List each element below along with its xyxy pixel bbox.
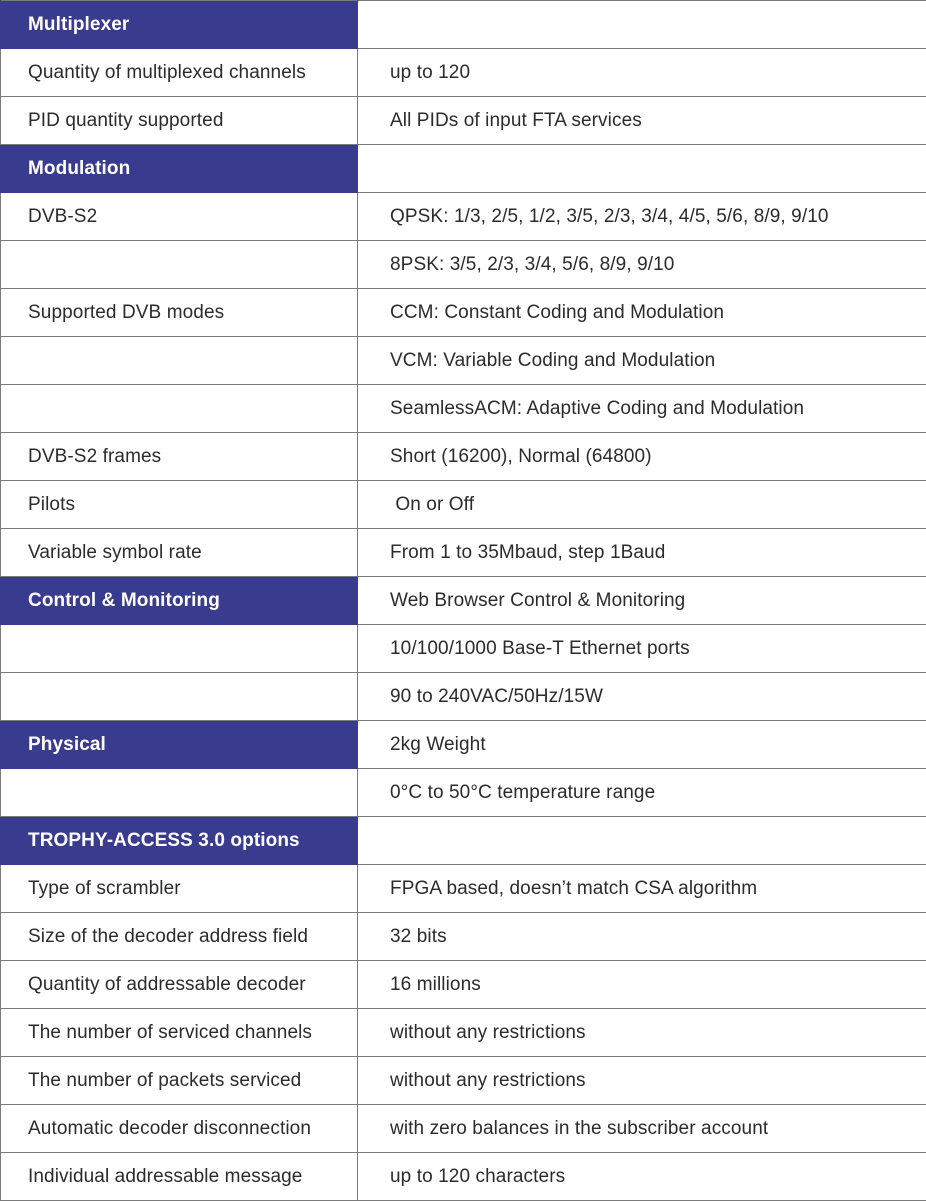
spec-row	[1, 481, 926, 529]
spec-label: Automatic decoder disconnection	[1, 1105, 358, 1153]
spec-row	[1, 1153, 926, 1201]
spec-label: Variable symbol rate	[1, 529, 358, 577]
spec-value: 0°C to 50°C temperature range	[358, 769, 926, 817]
spec-row	[1, 289, 926, 337]
spec-label: The number of serviced channels	[1, 1009, 358, 1057]
spec-value: 90 to 240VAC/50Hz/15W	[358, 673, 926, 721]
section-header-row	[1, 721, 926, 769]
section-header-row	[1, 145, 926, 193]
spec-label	[1, 625, 358, 673]
section-title: Control & Monitoring	[1, 577, 358, 625]
spec-row	[1, 913, 926, 961]
spec-row	[1, 49, 926, 97]
spec-value: FPGA based, doesn’t match CSA algorithm	[358, 865, 926, 913]
spec-row	[1, 529, 926, 577]
spec-label	[1, 673, 358, 721]
spec-label: The number of packets serviced	[1, 1057, 358, 1105]
spec-value: without any restrictions	[358, 1057, 926, 1105]
spec-value: 32 bits	[358, 913, 926, 961]
spec-row	[1, 673, 926, 721]
spec-label: Quantity of addressable decoder	[1, 961, 358, 1009]
spec-value: From 1 to 35Mbaud, step 1Baud	[358, 529, 926, 577]
spec-value: CCM: Constant Coding and Modulation	[358, 289, 926, 337]
spec-label	[1, 241, 358, 289]
spec-label: Pilots	[1, 481, 358, 529]
spec-row	[1, 1057, 926, 1105]
spec-value: Web Browser Control & Monitoring	[358, 577, 926, 625]
spec-row	[1, 1105, 926, 1153]
spec-value	[358, 145, 926, 193]
spec-value: 10/100/1000 Base-T Ethernet ports	[358, 625, 926, 673]
spec-value: up to 120 characters	[358, 1153, 926, 1201]
spec-row	[1, 97, 926, 145]
spec-label: Type of scrambler	[1, 865, 358, 913]
spec-label	[1, 769, 358, 817]
spec-row	[1, 193, 926, 241]
spec-label	[1, 337, 358, 385]
spec-label: Supported DVB modes	[1, 289, 358, 337]
spec-value: 8PSK: 3/5, 2/3, 3/4, 5/6, 8/9, 9/10	[358, 241, 926, 289]
spec-row	[1, 385, 926, 433]
spec-row	[1, 769, 926, 817]
spec-value: 16 millions	[358, 961, 926, 1009]
section-header-row	[1, 817, 926, 865]
spec-value: All PIDs of input FTA services	[358, 97, 926, 145]
spec-value: up to 120	[358, 49, 926, 97]
section-title: Physical	[1, 721, 358, 769]
spec-row	[1, 433, 926, 481]
spec-label: DVB-S2	[1, 193, 358, 241]
section-title: TROPHY-ACCESS 3.0 options	[1, 817, 358, 865]
spec-value	[358, 817, 926, 865]
spec-label: Individual addressable message	[1, 1153, 358, 1201]
spec-label: Size of the decoder address field	[1, 913, 358, 961]
spec-value: On or Off	[358, 481, 926, 529]
spec-value	[358, 1, 926, 49]
spec-row	[1, 337, 926, 385]
spec-row	[1, 865, 926, 913]
spec-row	[1, 241, 926, 289]
spec-value: Short (16200), Normal (64800)	[358, 433, 926, 481]
spec-row	[1, 961, 926, 1009]
section-title: Modulation	[1, 145, 358, 193]
spec-label: Quantity of multiplexed channels	[1, 49, 358, 97]
spec-value: 2kg Weight	[358, 721, 926, 769]
spec-value: SeamlessACM: Adaptive Coding and Modulation	[358, 385, 926, 433]
spec-label: DVB-S2 frames	[1, 433, 358, 481]
spec-label	[1, 385, 358, 433]
spec-value: VCM: Variable Coding and Modulation	[358, 337, 926, 385]
spec-label: PID quantity supported	[1, 97, 358, 145]
section-header-row	[1, 1, 926, 49]
section-header-row	[1, 577, 926, 625]
spec-row	[1, 1009, 926, 1057]
section-title: Multiplexer	[1, 1, 358, 49]
spec-value: with zero balances in the subscriber account	[358, 1105, 926, 1153]
spec-value: QPSK: 1/3, 2/5, 1/2, 3/5, 2/3, 3/4, 4/5, 5/6, 8/9, 9/10	[358, 193, 926, 241]
spec-value: without any restrictions	[358, 1009, 926, 1057]
spec-row	[1, 625, 926, 673]
spec-table-body	[1, 1, 926, 1201]
